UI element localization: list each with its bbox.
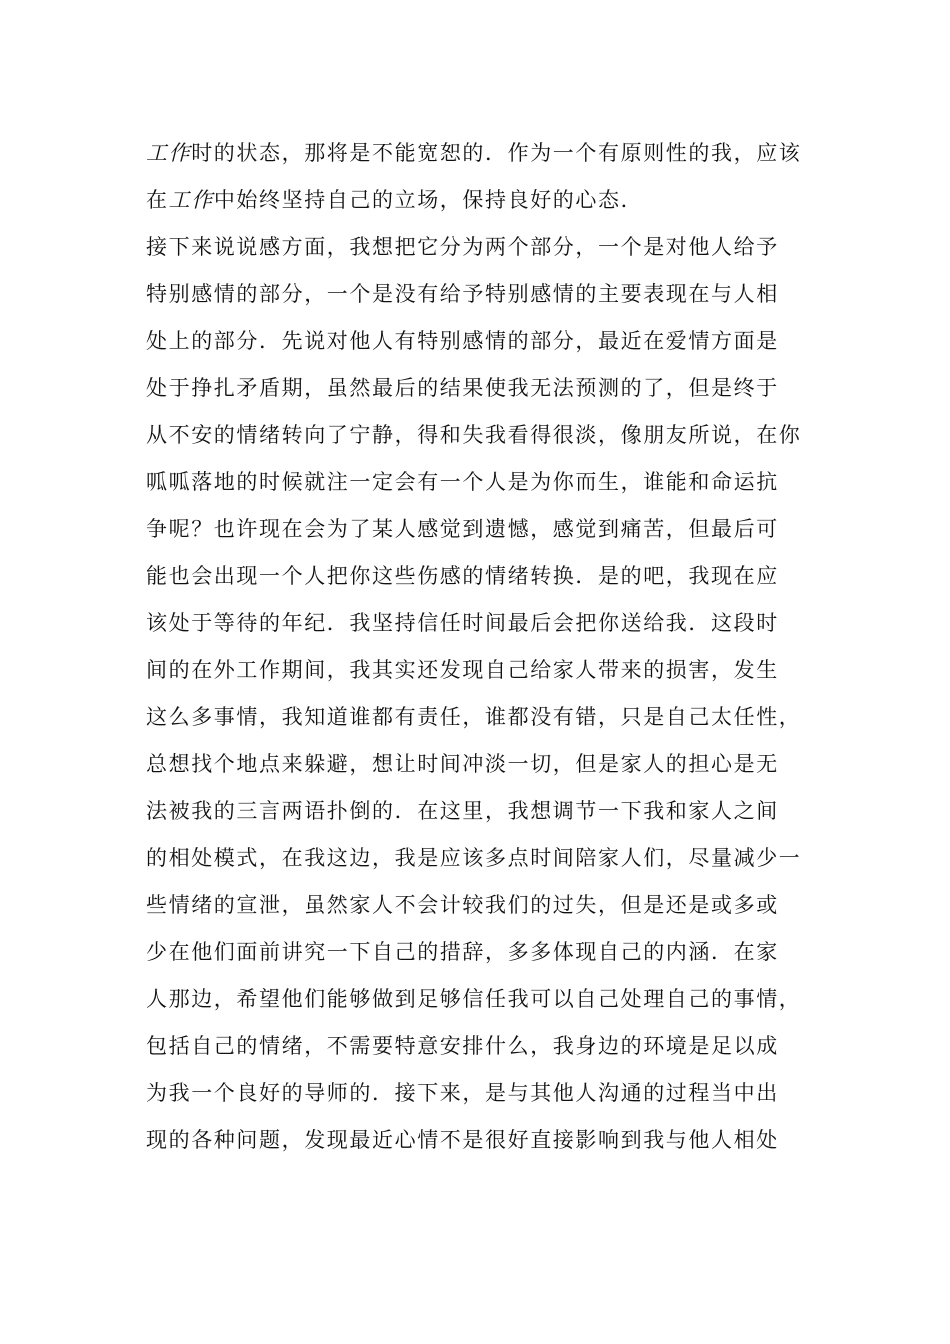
text-run: 包括自己的情绪，不需要特意安排什么，我身边的环境是足以成: [146, 1034, 779, 1058]
text-run: 这么多事情，我知道谁都有责任，谁都没有错，只是自己太任性，: [146, 705, 802, 729]
text-line: [146, 318, 816, 365]
text-line: [146, 600, 816, 647]
text-line: [146, 459, 816, 506]
text-run: 该处于等待的年纪．我坚持信任时间最后会把你送给我．这段时: [146, 611, 779, 635]
text-line: [146, 412, 816, 459]
text-run: 接下来说说感方面，我想把它分为两个部分，一个是对他人给予: [146, 235, 779, 259]
text-run: 从不安的情绪转向了宁静，得和失我看得很淡，像朋友所说，在你: [146, 423, 802, 447]
text-run: 处上的部分．先说对他人有特别感情的部分，最近在爱情方面是: [146, 329, 779, 353]
text-run: 总想找个地点来躲避，想让时间冲淡一切，但是家人的担心是无: [146, 752, 779, 776]
text-line: [146, 553, 816, 600]
text-run: 为我一个良好的导师的．接下来，是与其他人沟通的过程当中出: [146, 1081, 779, 1105]
text-run: 少在他们面前讲究一下自己的措辞，多多体现自己的内涵．在家: [146, 940, 779, 964]
text-line: [146, 741, 816, 788]
text-run: 中始终坚持自己的立场，保持良好的心态．: [213, 188, 644, 212]
text-line: [146, 788, 816, 835]
text-run: 时的状态，那将是不能宽恕的．作为一个有原则性的我，应该: [191, 141, 802, 165]
text-line: [146, 1117, 816, 1164]
text-line: [146, 365, 816, 412]
text-line: [146, 929, 816, 976]
body-text: [146, 130, 816, 1164]
text-line: [146, 1070, 816, 1117]
text-run: 处于挣扎矛盾期，虽然最后的结果使我无法预测的了，但是终于: [146, 376, 779, 400]
text-line: [146, 177, 816, 224]
text-line: [146, 976, 816, 1023]
text-line: [146, 224, 816, 271]
text-line: [146, 694, 816, 741]
text-run: 些情绪的宣泄，虽然家人不会计较我们的过失，但是还是或多或: [146, 893, 779, 917]
text-line: [146, 835, 816, 882]
text-line: [146, 647, 816, 694]
text-run: 呱呱落地的时候就注一定会有一个人是为你而生，谁能和命运抗: [146, 470, 779, 494]
text-line: [146, 506, 816, 553]
emphasized-text: 工作: [168, 188, 214, 212]
text-line: [146, 1023, 816, 1070]
text-run: 能也会出现一个人把你这些伤感的情绪转换．是的吧，我现在应: [146, 564, 779, 588]
text-run: 在: [146, 188, 169, 212]
text-run: 的相处模式，在我这边，我是应该多点时间陪家人们，尽量减少一: [146, 846, 802, 870]
text-run: 争呢？也许现在会为了某人感觉到遗憾，感觉到痛苦，但最后可: [146, 517, 779, 541]
text-run: 人那边，希望他们能够做到足够信任我可以自己处理自己的事情，: [146, 987, 802, 1011]
text-line: [146, 882, 816, 929]
text-line: [146, 130, 816, 177]
text-run: 法被我的三言两语扑倒的．在这里，我想调节一下我和家人之间: [146, 799, 779, 823]
emphasized-text: 工作: [146, 141, 192, 165]
text-run: 特别感情的部分，一个是没有给予特别感情的主要表现在与人相: [146, 282, 779, 306]
text-run: 现的各种问题，发现最近心情不是很好直接影响到我与他人相处: [146, 1128, 779, 1152]
text-line: [146, 271, 816, 318]
text-run: 间的在外工作期间，我其实还发现自己给家人带来的损害，发生: [146, 658, 779, 682]
